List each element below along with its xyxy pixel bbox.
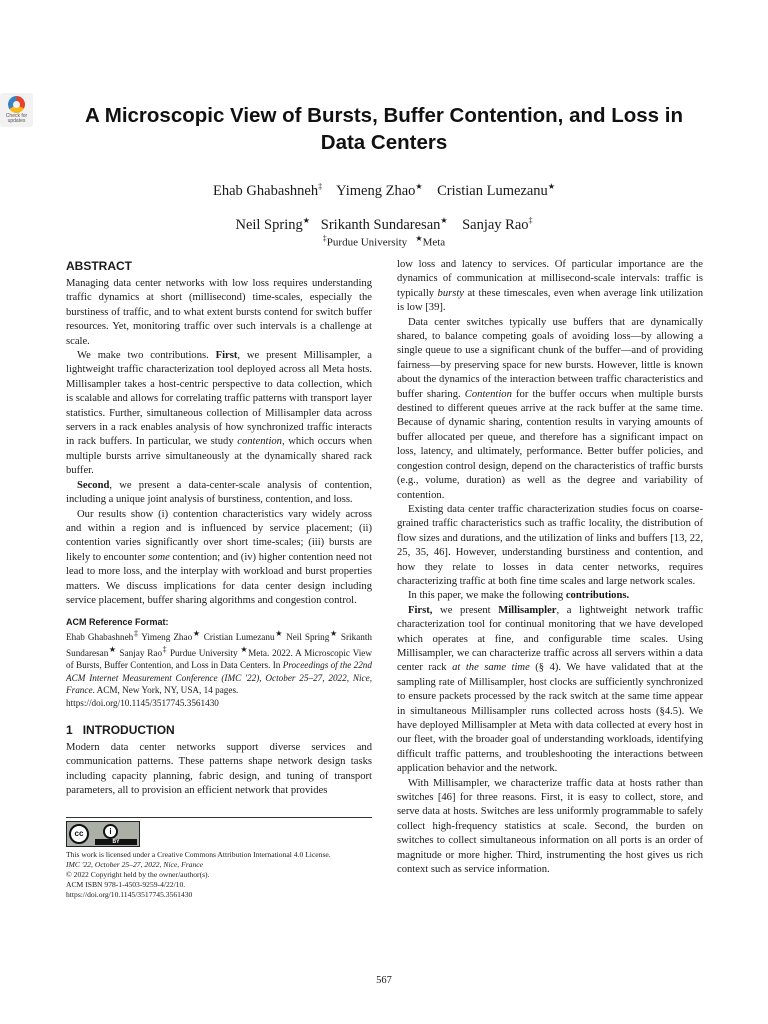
- body-paragraph: In this paper, we make the following contributions.: [408, 590, 630, 602]
- affiliation-purdue: Purdue University: [326, 236, 408, 249]
- author-name: Srikanth Sundaresan: [320, 216, 441, 233]
- affiliations: [60, 232, 708, 250]
- paper-title: A Microscopic View of Bursts, Buffer Contention, and Loss in Data Centers: [85, 104, 683, 154]
- creative-commons-icon: cc: [69, 824, 89, 844]
- footnote-rule: [66, 817, 372, 818]
- body-paragraph: First, we present Millisampler, a lightweight network traffic characterization tool for continual monitoring that we have developed which operates at fine, and configurable time scales. Using Millisampler, we can characterize traffic across all servers within a data center rack at the same time (§ 4). We have validated that at the sampling rate of Millisampler, host clocks are sufficiently synchronized to ensure packets processed by the rack switch at the same time appear in simultaneous Millisampler runs collected across hosts (§4.5). We have deployed Millisampler at Meta with data collected at every host in our fleet, with the broader goal of understanding workloads, identifying difficult traffic patterns, and troubleshooting the interactions between application behavior and the network.: [397, 604, 703, 775]
- affiliation-mark: ‡: [322, 234, 327, 243]
- introduction-paragraph: Modern data center networks support diverse services and communication patterns. These patterns shape network design tasks including capacity planning, fabric design, and tuning of transport parameters, all to provision an efficient network that provides: [66, 741, 372, 797]
- check-for-updates-badge[interactable]: [0, 93, 33, 127]
- by-label: BY: [95, 839, 137, 845]
- license-statement: This work is licensed under a Creative Commons Attribution International 4.0 License.: [66, 850, 331, 859]
- author-name: Cristian Lumezanu: [437, 182, 548, 199]
- abstract-paragraph: Our results show (i) contention characteristics vary widely across and within a region and is influenced by service placement; (ii) contention varies significantly over short time-scales; (iii) bursts are likely to encounter some contention; and (iv) higher contention need not lead to more loss, and the interplay with workload and burst properties matters. We discuss implications for data center design including service placement, buffer sharing algorithms and congestion control.: [66, 508, 373, 606]
- license-doi-link[interactable]: https://doi.org/10.1145/3517745.3561430: [66, 890, 193, 899]
- right-column: [397, 258, 703, 877]
- abstract-heading: ABSTRACT: [66, 259, 132, 273]
- acm-reference-heading: ACM Reference Format:: [66, 617, 169, 628]
- author-line-1: [60, 178, 708, 200]
- crossmark-icon: [8, 96, 25, 113]
- abstract-paragraph: Managing data center networks with low loss requires understanding traffic dynamics at short (millisecond) time-scales, especially the burstiness of traffic, and to what extent bursts contend for switch buffer resources. Yet, monitoring traffic over such intervals is a challenge at scale.: [66, 278, 372, 347]
- affiliation-mark: ★: [415, 234, 423, 243]
- author-name: Neil Spring: [235, 216, 303, 233]
- author-mark: ‡: [528, 216, 533, 225]
- body-paragraph: With Millisampler, we characterize traffic data at hosts rather than switches [46] for three reasons. First, it is easy to collect, store, and serve data at hosts. Switches are less uniformly programmable to safely collect high-frequency statistics at scale. Second, the burden on switches to collect simultaneous information on all ports is an order of magnitude or more higher. Third, instrumenting the host gives us rich context such as service information.: [397, 777, 703, 876]
- copyright-line: © 2022 Copyright held by the owner/author(s).: [66, 870, 210, 879]
- conference-info: IMC '22, October 25–27, 2022, Nice, France: [66, 860, 204, 869]
- body-paragraph: Existing data center traffic characterization studies focus on coarse-grained traffic characteristics such as traffic locality, the distribution of flow sizes and durations, and the utilization of links and buffers [13, 22, 25, 35, 46]. However, understanding burstiness and contention, and how they relate to losses in data center networks, requires characterizing traffic at both fine time scales and large network scales.: [397, 503, 703, 587]
- attribution-icon: i: [103, 824, 118, 839]
- badge-label: Check for updates: [5, 113, 28, 124]
- cc-by-license-badge[interactable]: [66, 821, 140, 847]
- acm-reference-text: Ehab Ghabashneh‡ Yimeng Zhao★ Cristian Lumezanu★ Neil Spring★ Srikanth Sundaresan★ Sanjay Rao‡ Purdue University ★Meta. 2022. A Microscopic View of Bursts, Buffer Contention, and Loss in Data Centers. In Proceedings of the 22nd ACM Internet Measurement Conference (IMC '22), October 25–27, 2022, Nice, France. ACM, New York, NY, USA, 14 pages. https://doi.org/10.1145/3517745.3561430: [66, 629, 373, 708]
- author-mark: ★: [302, 216, 310, 225]
- abstract-paragraph: We make two contributions. First, we present Millisampler, a lightweight traffic characterization tool deployed across all Meta hosts. Millisampler takes a host-centric perspective to data collection, which is scalable and allows for correlating traffic patterns with transport layer statistics. Further, simultaneous collection of Millisampler data across servers in a rack enables analysis of how synchronized traffic interacts in rack buffers. In particular, we study contention, which occurs when multiple bursts arrive simultaneously at the dynamically shared rack buffer.: [66, 350, 372, 477]
- author-mark: ★: [547, 182, 555, 191]
- body-paragraph: low loss and latency to services. Of particular importance are the dynamics of communication at millisecond-scale intervals: traffic is typically bursty at these timescales, even when average link utilization is low [39].: [397, 259, 703, 314]
- author-line-2: [60, 212, 708, 234]
- author-name: Sanjay Rao: [462, 216, 529, 233]
- isbn-line: ACM ISBN 978-1-4503-9259-4/22/10.: [66, 880, 186, 889]
- license-block: [66, 850, 386, 900]
- author-name: Ehab Ghabashneh: [213, 182, 319, 199]
- page-number: 567: [376, 975, 392, 986]
- doi-link[interactable]: https://doi.org/10.1145/3517745.3561430: [66, 697, 219, 708]
- abstract-paragraph: Second, we present a data-center-scale analysis of contention, including a unique joint analysis of burstiness, contention, and loss.: [66, 479, 372, 506]
- author-name: Yimeng Zhao: [336, 182, 416, 199]
- body-paragraph: Data center switches typically use buffers that are dynamically shared, to balance competing goals of avoiding loss—by allowing a single queue to use a significant chunk of the buffer—and of providing fairness—by preserving space for new bursts. However, little is known about the dynamics of the interaction between traffic characteristics and buffer sharing. Contention for the buffer occurs when multiple bursts destined to different queues arrive at the rack buffer at the same time. Because of dynamic sharing, contention results in varying amounts of buffer allocated per queue, and therefore has a significant impact on loss, latency, and ultimately, performance. Better buffer policies, and congestion control design, depend on the characteristics of traffic bursts (e.g., volume, duration) as well as the degree and variability of contention.: [397, 316, 703, 501]
- author-mark: ‡: [318, 182, 323, 191]
- introduction-heading: 1 INTRODUCTION: [66, 722, 175, 737]
- left-column: [66, 258, 372, 799]
- author-mark: ★: [440, 216, 448, 225]
- affiliation-meta: Meta: [422, 236, 446, 249]
- author-mark: ★: [415, 182, 423, 191]
